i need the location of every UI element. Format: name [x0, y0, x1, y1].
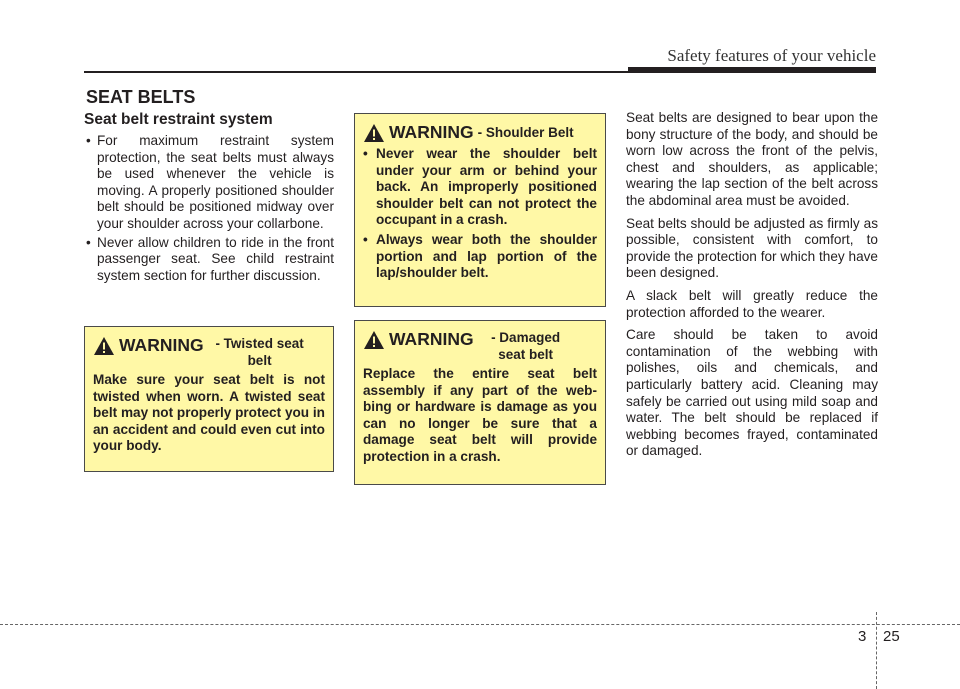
- warning-box-damaged: [354, 320, 606, 485]
- footer-rule: [0, 624, 960, 625]
- warning-header: [363, 329, 597, 363]
- restraint-heading: Seat belt restraint system: [84, 111, 273, 128]
- warning-header: [363, 122, 597, 143]
- warning-header: [93, 335, 325, 369]
- warning-body: Replace the entire seat belt assembly if any part of the web-bing or hardware is damage as you can no longer be sure that a damage seat belt will provide protection in a crash.: [363, 366, 597, 464]
- warning-subtitle: - Twisted seat belt: [215, 336, 304, 368]
- warning-triangle-icon: [363, 123, 385, 143]
- info-paragraph: Seat belts should be adjusted as firmly as possible, consistent with comfort, to provide the protection for which they have been designed.: [626, 215, 878, 281]
- warning-box-twisted: [84, 326, 334, 472]
- warning-body: Make sure your seat belt is not twisted when worn. A twisted seat belt may not properly protect you in an accident and could even cut into your body.: [93, 372, 325, 454]
- chapter-number: 3: [858, 628, 867, 645]
- restraint-bullet: • Never allow children to ride in the front passenger seat. See child restraint system section for further discussion.: [86, 234, 334, 283]
- header-rule-thick: [628, 67, 876, 73]
- footer-divider: [876, 612, 877, 689]
- info-paragraph: A slack belt will greatly reduce the protection afforded to the wearer.: [626, 287, 878, 320]
- info-paragraph: Care should be taken to avoid contamination of the webbing with polishes, oils and chemicals, and particularly battery acid. Cleaning may safely be carried out using mild soap and water. The belt should be replaced if webbing becomes frayed, contaminated or damaged.: [626, 327, 878, 459]
- warning-triangle-icon: [93, 336, 115, 356]
- warning-bullet: • Never wear the shoulder belt under your arm or behind your back. An improperly positioned shoulder belt can not protect the occupant in a crash.: [363, 146, 597, 228]
- warning-box-shoulder: [354, 113, 606, 307]
- section-title: SEAT BELTS: [86, 87, 196, 107]
- warning-word: WARNING: [389, 329, 474, 349]
- warning-subtitle: - Shoulder Belt: [477, 125, 574, 140]
- warning-bullet: • Always wear both the shoulder portion and lap portion of the lap/shoulder belt.: [363, 231, 597, 281]
- warning-word: WARNING: [389, 122, 474, 142]
- running-header: Safety features of your vehicle: [667, 46, 876, 65]
- warning-triangle-icon: [363, 330, 385, 350]
- belt-info-column: [626, 110, 878, 466]
- restraint-bullet: • For maximum restraint system protection, the seat belts must always be used whenever the vehicle is moving. A properly positioned shoulder belt should be positioned midway over your shoulder across your collarbone.: [86, 133, 334, 231]
- warning-word: WARNING: [119, 335, 204, 355]
- restraint-column: [84, 111, 334, 286]
- info-paragraph: Seat belts are designed to bear upon the bony structure of the body, and should be worn low across the front of the pelvis, chest and shoulders, as applicable; wearing the lap section of the belt across the abdominal area must be avoided.: [626, 110, 878, 208]
- warning-subtitle: - Damaged seat belt: [491, 330, 561, 362]
- page-number: 25: [883, 628, 900, 645]
